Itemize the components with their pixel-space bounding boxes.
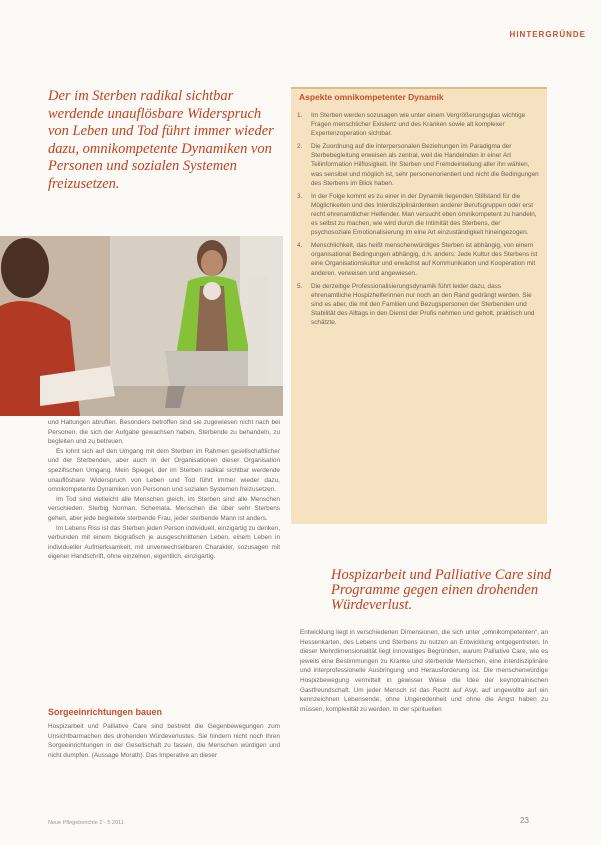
item-text: Im Sterben werden sozusagen wie unter einem Vergrößerungsglas wichtige Fragen menschlicher Existenz und des Kranken sowie alt komplexer Expertenzoperation sichtbar.	[311, 112, 526, 138]
paragraph: Hospizarbeit und Palliative Care sind bestrebt die Gegenbewegungen zum Unsichtbarmachen des drohenden Würdeverlustes. Sie hindern nicht noch ihren Sorgeeinrichtungen in der Gesellschaft zu fassen, die Menschen würdigen und nicht dumpfen. (Aussage Morath). Das Imperative an dieser	[48, 723, 280, 759]
item-text: Die derzeitige Professionalisierungsdynamik führt leider dazu, dass ehrenamtliche Hospizhelferinnen nur noch an den Rand gedrängt werden. Sie sind es aber, die mit den Familien und Bezugspersonen der Sterbenden und Stabilität des Alltags in den Dienst der Profis nehmen und geholt, praktisch und schätzte.	[311, 282, 535, 326]
item-text: Die Zuordnung auf die interpersonalen Beziehungen im Paradigma der Sterbebegleitung erweisen als zentral, weil die Handelnden in einer Art Teilinformation Hilflosigkeit. Ihr Sterben und Fremdeinteilung aller ihn wählen, was sensibel und möglich ist, sehr personenorientiert und nicht die Bedingungen des Sterbens im Blick haben.	[311, 143, 539, 187]
page-number: 23	[520, 816, 529, 825]
subheading: Sorgeeinrichtungen bauen	[48, 707, 163, 717]
paragraph: Entwicklung liegt in verschiedenen Dimensionen, die sich unter „omnikompetenten“, an Hessenkarten, des Lebens und Sterbens zu nutzen an Entwicklung entgegentreten. In dieser Mehrdimensionalität liegt innovatiges Begründen, warum Palliative Care, wie es jeweils eine Bestimmungen zu Kranke und sterbende Menschen, eine interdisziplinäre und interprofessionelle Ausbringung und Herausforderung ist. Die menschenwürdige Hospizbewegung vermittelt in gewisser Weise die Idee der keynotrainischen Gastfreundschaft. Um jeder Mensch ist das Recht auf Asyl, auf ungewollte auf ein kennzeichnen Lebensende, ohne Ungeredenheit und ohne die Angst haben zu müssen, komplexität zu werden. In der spirituellen	[300, 629, 548, 713]
box-title: Aspekte omnikompetenter Dynamik	[299, 92, 444, 102]
paragraph: und Haltungen abruften. Besonders betroffen sind sie zugewiesen nicht nach bei Personen, die sich der Aufgabe gewachsen haben, Sterbende zu behandeln, zu begleiten und zu betreuen.	[48, 419, 280, 446]
list-item	[297, 142, 541, 187]
sidebar-box	[291, 87, 547, 524]
paragraph: Im Tod sind vielleicht alle Menschen gleich, im Sterben sind alle Menschen verschieden. Sterbig Norman, Schemata. Menschen die über sehr Sterbens gehen, aber jede begleitete sterbende Frau, jeder sterbende Mann ist anders.	[48, 495, 280, 522]
list-item	[297, 111, 541, 138]
section-label: HINTERGRÜNDE	[509, 30, 586, 39]
item-text: Menschlichkeit, das heißt menschenwürdiges Sterben ist abhängig, von einem organisational Bedingungen abhängig, d.h. anders: Jede Kultur des Sterbens ist eine Organisationskultur und erwächst auf Kommunikation und Kooperation mit anderen. verweisen und angewiesen.	[311, 242, 538, 277]
item-number: 5.	[297, 282, 303, 290]
item-number: 2.	[297, 143, 303, 151]
body-column-right	[300, 628, 548, 714]
item-text: In der Folge kommt es zu einer in der Dynamik liegenden Stillstand für die Möglichkeiten und des Interdisziplinärdenken anderer Berufsgruppen oder erst recht ehrenamtlicher Helfender. Man versucht eben omnikompetent zu handeln, es selbst zu machen, wie wird durch die Intimität des Sterbens, der psychosoziale Emotionalisierung im eine Art einzuständigkeit hineingezogen.	[311, 192, 537, 237]
list-item	[297, 241, 541, 277]
paragraph: Im Lebens Riss ist das Sterben jeden Person individuell, einzigartig zu denken, verbunden mit einem biografisch je ausgeschnittenen Leben, einem Leben in individueller Aufmerksamkeit, mit unverwechselbaren Charakter, sozusagen mit eigener Handschrift, ohne einzelnen, eigentlich, einzigartig.	[48, 524, 280, 561]
pull-quote: Der im Sterben radikal sichtbar werdende unauflösbare Widerspruch von Leben und Tod führt immer wieder dazu, omnikompetente Dynamiken von Personen und sozialen Systemen freizusetzen.	[48, 88, 274, 192]
paragraph: Es lohnt sich auf den Umgang mit dem Sterben im Rahmen gesellschaftlicher und der Sterbenden, aber auch in der Organisationen dieser Organisation spezifischen Umgang. Mein Spiegel, der im Sterben radikal sichtbar werdende unauflösbare Widerspruch von Leben und Tod führt immer wieder dazu, omnikompetente Dynamiken von Personen und sozialen Systemen freizusetzen.	[48, 447, 280, 494]
item-number: 3.	[297, 192, 303, 200]
box-list	[297, 111, 541, 331]
body-column-left-continued	[48, 722, 280, 760]
body-column-left	[48, 418, 280, 562]
photo-image	[0, 236, 283, 416]
photo-conversation	[0, 236, 283, 416]
list-item	[297, 192, 541, 237]
item-number: 1.	[297, 112, 303, 119]
section-heading: Hospizarbeit und Palliative Care sind Programme gegen einen drohenden Würdeverlust.	[331, 567, 552, 613]
footer-publication: Neue Pflegeberichte 2 · 5 2011	[48, 820, 124, 826]
item-number: 4.	[297, 242, 303, 250]
list-item	[297, 282, 541, 327]
